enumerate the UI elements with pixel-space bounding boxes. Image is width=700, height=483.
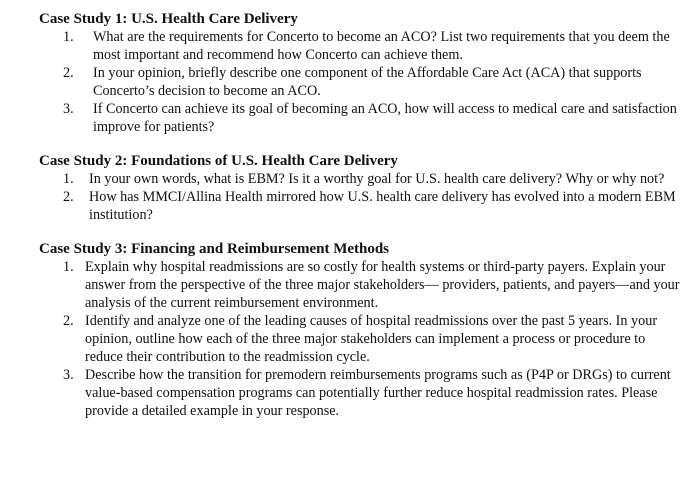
question-text: In your own words, what is EBM? Is it a worthy goal for U.S. health care delivery? Why or why not? [89, 171, 665, 187]
question-list [39, 170, 680, 224]
question-item [39, 258, 680, 312]
section-title: Case Study 1: U.S. Health Care Delivery [39, 11, 298, 27]
case-study-1 [39, 10, 680, 136]
section-title: Case Study 3: Financing and Reimbursement Methods [39, 241, 390, 257]
question-text: Explain why hospital readmissions are so costly for health systems or third-party payers. Explain your answer from the perspective of the three major stakeholders— providers, patients, and payers—and your analysis of the current reimbursement environment. [85, 259, 680, 311]
question-item [39, 170, 680, 188]
question-number: 3. [63, 101, 74, 117]
question-item [39, 64, 680, 100]
question-number: 3. [63, 367, 74, 383]
question-number: 2. [63, 189, 74, 205]
question-list [39, 258, 680, 420]
question-text: In your opinion, briefly describe one component of the Affordable Care Act (ACA) that supports Concerto’s decision to become an ACO. [93, 65, 642, 99]
question-text: Describe how the transition for premodern reimbursements programs such as (P4P or DRGs) to current value-based compensation programs can potentially further reduce hospital readmission rates. Please provide a detailed example in your response. [85, 367, 671, 419]
question-text: How has MMCI/Allina Health mirrored how U.S. health care delivery has evolved into a modern EBM institution? [89, 189, 676, 223]
question-item [39, 188, 680, 224]
question-number: 1. [63, 259, 74, 275]
case-study-2 [39, 152, 680, 224]
question-number: 2. [63, 65, 74, 81]
question-item [39, 366, 680, 420]
section-title: Case Study 2: Foundations of U.S. Health Care Delivery [39, 153, 398, 169]
question-item [39, 100, 680, 136]
question-item [39, 28, 680, 64]
question-text: Identify and analyze one of the leading causes of hospital readmissions over the past 5 years. In your opinion, outline how each of the three major stakeholders can implement a process or procedure to reduce their contribution to the readmission cycle. [85, 313, 658, 365]
question-number: 1. [63, 171, 74, 187]
question-list [39, 28, 680, 136]
question-number: 2. [63, 313, 74, 329]
question-number: 1. [63, 29, 74, 45]
question-text: What are the requirements for Concerto to become an ACO? List two requirements that you deem the most important and recommend how Concerto can achieve them. [93, 29, 670, 63]
case-study-3 [39, 240, 680, 420]
question-item [39, 312, 680, 366]
question-text: If Concerto can achieve its goal of becoming an ACO, how will access to medical care and satisfaction improve for patients? [93, 101, 677, 135]
